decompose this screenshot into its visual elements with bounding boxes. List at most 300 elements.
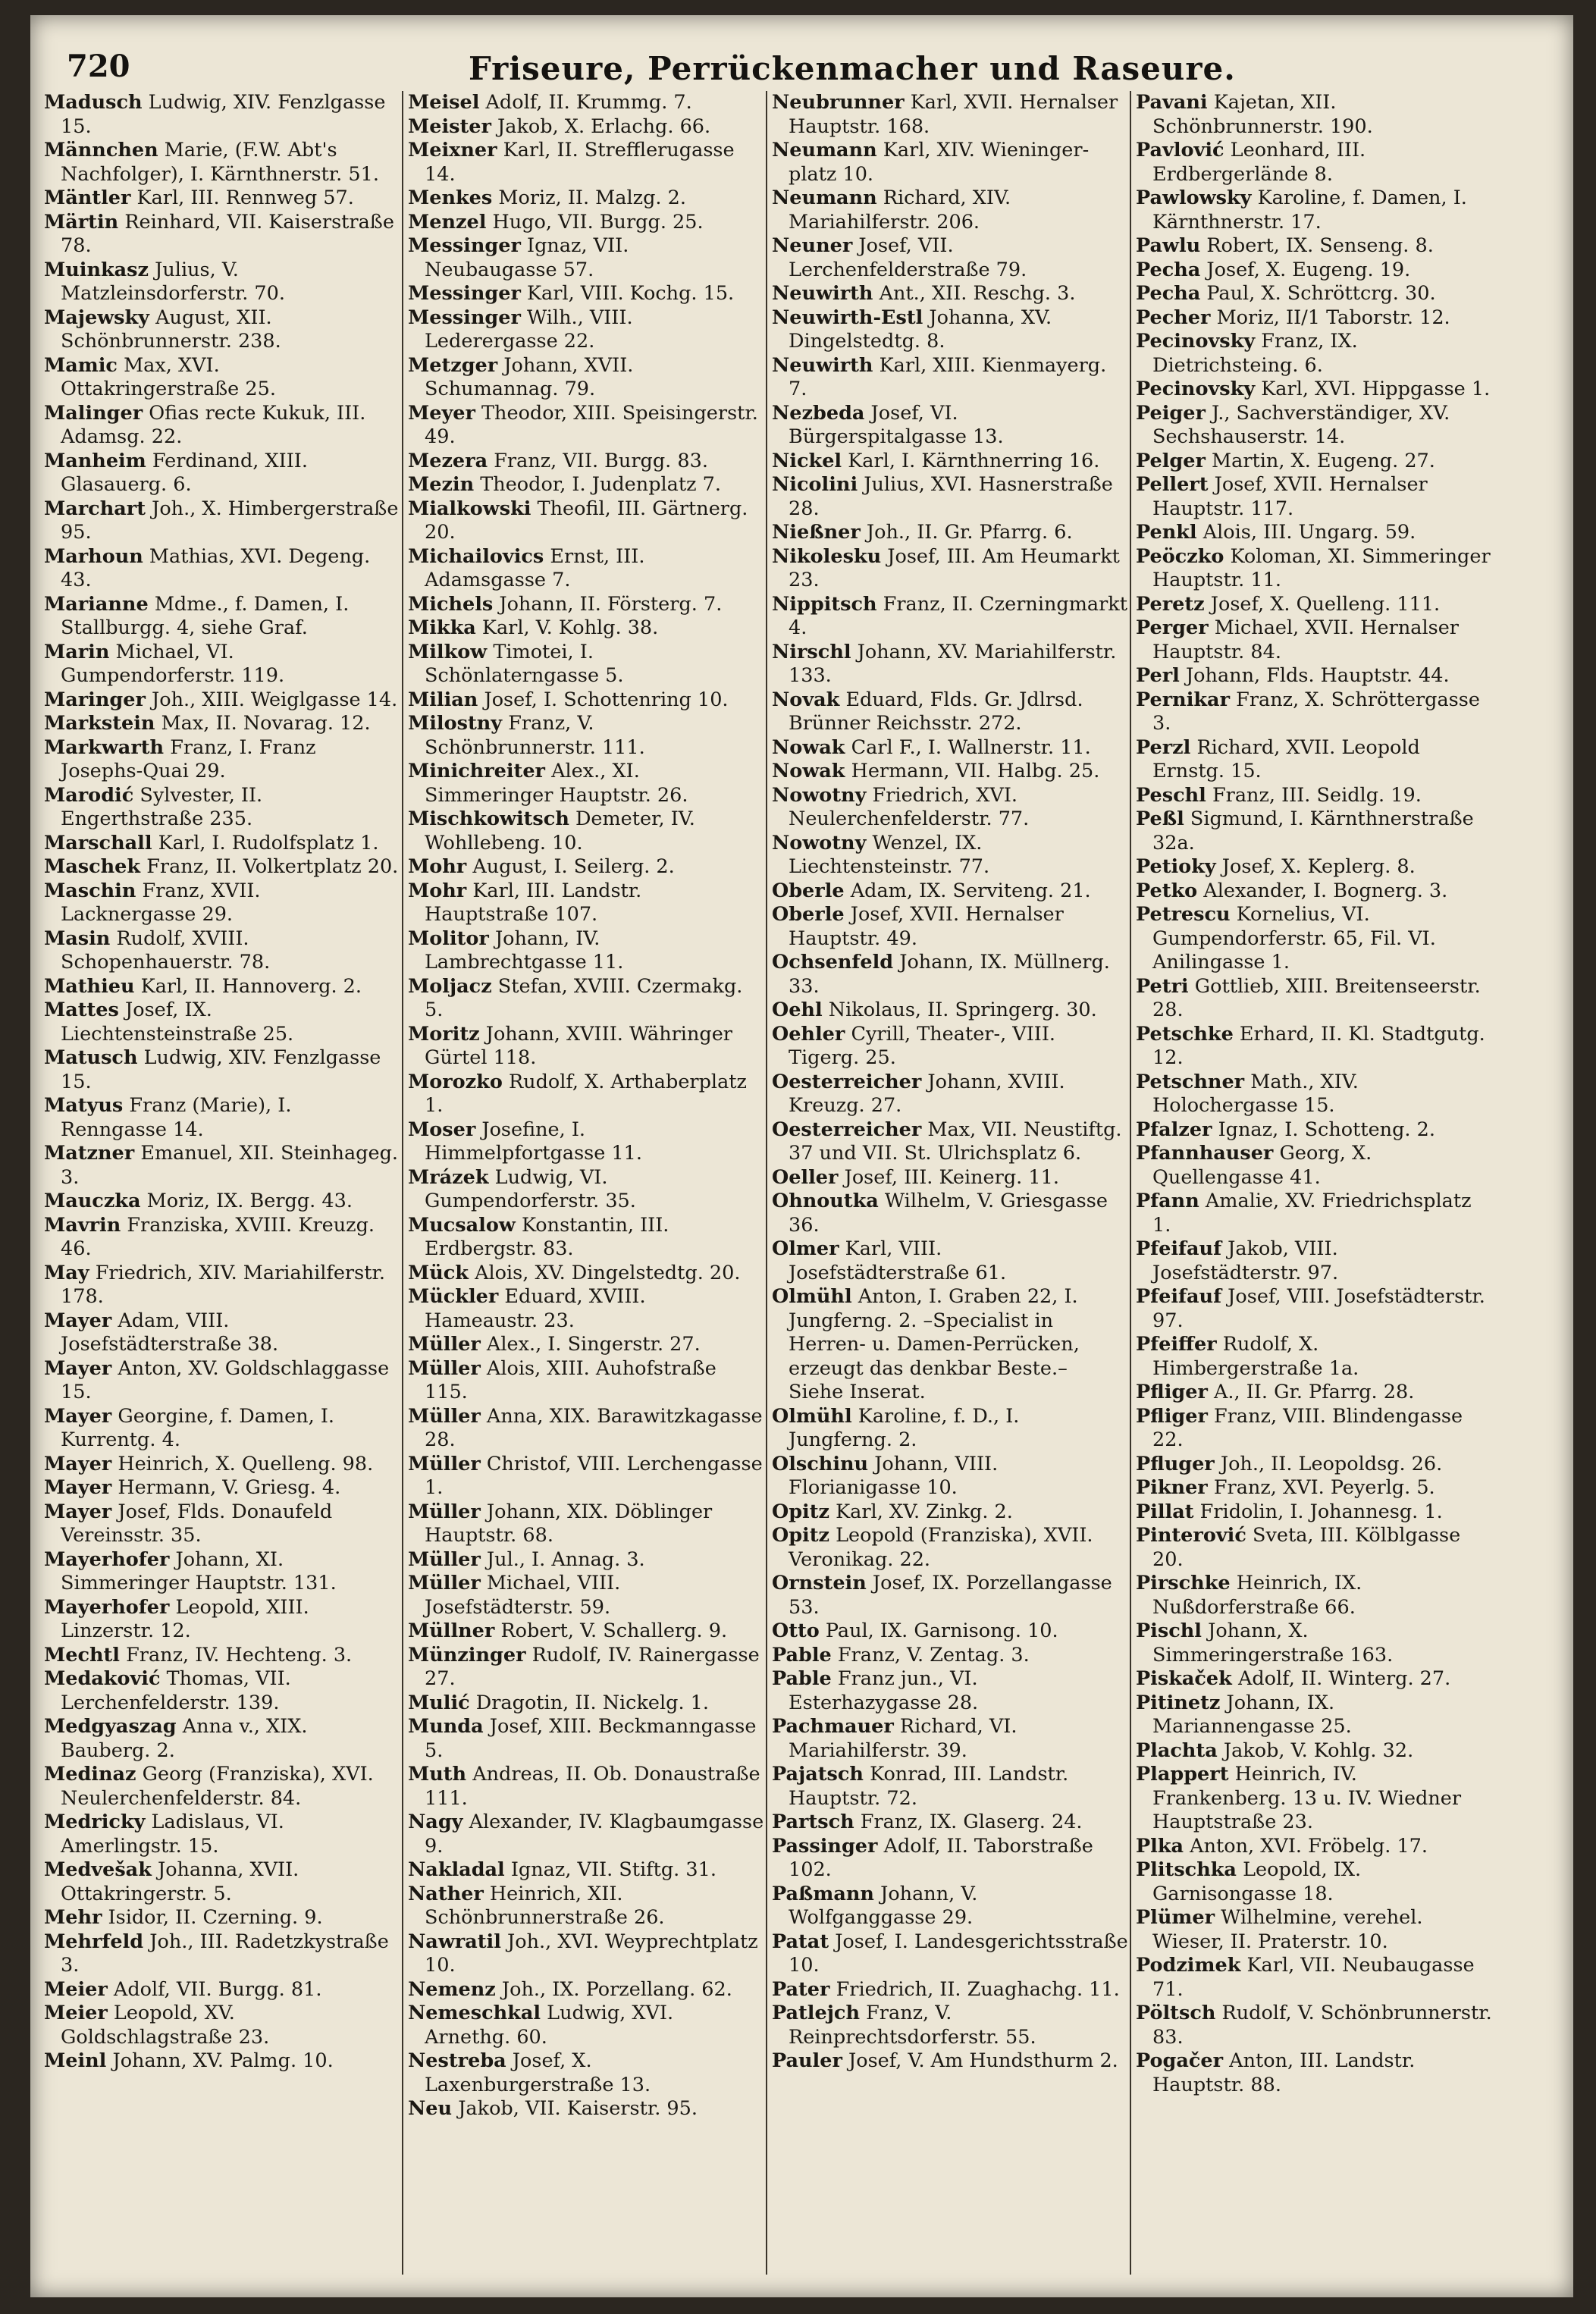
entry-details: Josef, X. Laxenburgerstraße 13. — [425, 2049, 651, 2096]
running-title: Friseure, Perrückenmacher und Raseure. — [469, 50, 1236, 87]
entry-surname: Plümer — [1136, 1906, 1215, 1929]
directory-entry — [44, 1715, 400, 1763]
directory-entry — [1136, 1285, 1492, 1333]
directory-entry — [772, 1405, 1128, 1453]
entry-surname: Pable — [772, 1667, 832, 1690]
entry-details: Karl, III. Landstr. Hauptstraße 107. — [425, 879, 642, 926]
directory-entry — [44, 975, 400, 999]
entry-surname: Pernikar — [1136, 688, 1231, 711]
entry-surname: Muth — [408, 1763, 467, 1786]
entry-details: Hugo, VII. Burgg. 25. — [492, 210, 704, 234]
directory-entry — [772, 784, 1128, 832]
directory-column-1 — [44, 91, 400, 2275]
entry-details: Michael, VIII. Josefstädterstr. 59. — [425, 1572, 621, 1619]
directory-entry — [44, 259, 400, 306]
entry-surname: Pecha — [1136, 282, 1201, 305]
entry-surname: Maschin — [44, 879, 136, 902]
directory-entry — [1136, 688, 1492, 736]
entry-details: Robert, IX. Senseng. 8. — [1206, 234, 1434, 257]
entry-details: Ludwig, XVI. Arnethg. 60. — [425, 2002, 674, 2049]
entry-details: Johann, XVII. Schumannag. 79. — [425, 353, 634, 400]
directory-entry — [44, 402, 400, 450]
entry-details: Rudolf, IV. Rainergasse 27. — [425, 1643, 760, 1690]
entry-surname: Meister — [408, 114, 491, 138]
directory-entry — [44, 545, 400, 593]
entry-details: Paul, IX. Garnisong. 10. — [825, 1619, 1058, 1642]
entry-details: Anton, XVI. Fröbelg. 17. — [1190, 1834, 1428, 1858]
entry-surname: Mück — [408, 1261, 469, 1284]
entry-details: Math., XIV. Holochergasse 15. — [1152, 1070, 1359, 1117]
entry-surname: Meisel — [408, 91, 480, 114]
entry-details: Ofias recte Kukuk, III. Adamsg. 22. — [61, 401, 366, 448]
entry-details: Karl, VIII. Kochg. 15. — [527, 282, 735, 305]
entry-surname: Pavani — [1136, 91, 1208, 114]
column-divider — [402, 91, 403, 2275]
directory-entry — [772, 1166, 1128, 1190]
directory-entry — [772, 1667, 1128, 1715]
directory-entry — [1136, 545, 1492, 593]
entry-surname: Moljacz — [408, 974, 492, 998]
directory-entry — [408, 2002, 764, 2049]
entry-surname: Masin — [44, 927, 111, 950]
directory-entry — [408, 1811, 764, 1858]
entry-surname: Nestreba — [408, 2049, 506, 2072]
entry-surname: Mohr — [408, 855, 467, 878]
entry-details: August, I. Seilerg. 2. — [472, 855, 675, 878]
entry-details: Franziska, XVIII. Kreuzg. 46. — [61, 1213, 375, 1260]
entry-details: Franz, V. Reinprechtsdorferstr. 55. — [789, 2002, 1036, 2049]
entry-details: Anton, XV. Goldschlaggasse 15. — [61, 1356, 390, 1403]
entry-surname: Meier — [44, 2002, 108, 2024]
directory-entry — [44, 1309, 400, 1357]
directory-entry — [408, 187, 764, 211]
directory-entry — [44, 139, 400, 187]
entry-details: Franz, X. Schröttergasse 3. — [1152, 688, 1480, 735]
entry-surname: Pecha — [1136, 258, 1201, 281]
entry-surname: Neuner — [772, 234, 853, 257]
directory-entry — [772, 1285, 1128, 1405]
entry-details: Leopold, XIII. Linzerstr. 12. — [61, 1595, 309, 1642]
entry-details: Theofil, III. Gärtnerg. 20. — [425, 497, 748, 544]
entry-surname: Pfalzer — [1136, 1118, 1212, 1141]
entry-surname: Pecinovsky — [1136, 330, 1256, 353]
entry-details: Theodor, XIII. Speisingerstr. 49. — [425, 401, 758, 448]
entry-details: Johann, IX. Müllnerg. 33. — [789, 951, 1110, 998]
directory-entry — [772, 1453, 1128, 1500]
entry-surname: Pfeifauf — [1136, 1237, 1222, 1260]
directory-entry — [1136, 306, 1492, 331]
directory-entry — [772, 760, 1128, 784]
entry-details: Ludwig, VI. Gumpendorferstr. 35. — [425, 1165, 636, 1212]
entry-surname: Mayerhofer — [44, 1595, 170, 1619]
directory-entry — [408, 760, 764, 807]
entry-surname: Mayer — [44, 1309, 112, 1332]
directory-entry — [408, 1548, 764, 1572]
directory-entry — [772, 1930, 1128, 1978]
directory-entry — [408, 1166, 764, 1214]
entry-details: Ignaz, VII. Stiftg. 31. — [510, 1858, 716, 1881]
entry-details: Kornelius, VI. Gumpendorferstr. 65, Fil. VI. Anilingasse 1. — [1152, 903, 1436, 974]
entry-details: Moriz, II/1 Taborstr. 12. — [1216, 306, 1450, 329]
directory-entry — [44, 1405, 400, 1453]
entry-surname: Pavlović — [1136, 139, 1224, 161]
entry-details: Amalie, XV. Friedrichsplatz 1. — [1152, 1190, 1472, 1237]
entry-surname: Podzimek — [1136, 1954, 1241, 1977]
entry-surname: Opitz — [772, 1500, 829, 1523]
entry-details: Ludwig, XIV. Fenzlgasse 15. — [61, 1046, 381, 1093]
directory-entry — [44, 1906, 400, 1930]
entry-details: Joh., X. Himbergerstraße 95. — [61, 497, 399, 544]
entry-surname: Pecinovsky — [1136, 378, 1256, 400]
entry-details: Karl, XVII. Hernalser Hauptstr. 168. — [789, 91, 1118, 138]
entry-surname: Pinterović — [1136, 1524, 1246, 1547]
directory-entry — [1136, 402, 1492, 450]
entry-details: Marie, (F.W. Abt's Nachfolger), I. Kärnthnerstr. 51. — [61, 139, 379, 186]
entry-details: Leopold, XV. Goldschlagstraße 23. — [61, 2002, 270, 2049]
entry-surname: Mauczka — [44, 1190, 141, 1212]
entry-surname: Mischkowitsch — [408, 807, 569, 830]
entry-details: Franz (Marie), I. Renngasse 14. — [61, 1094, 292, 1141]
entry-surname: Nickel — [772, 449, 842, 472]
directory-entry — [772, 402, 1128, 450]
entry-surname: Olschinu — [772, 1452, 869, 1475]
entry-details: Alois, III. Ungarg. 59. — [1202, 521, 1416, 544]
entry-details: Johann, V. Wolfganggasse 29. — [789, 1882, 978, 1929]
entry-details: Josef, IX. Porzellangasse 53. — [789, 1572, 1112, 1619]
entry-details: Heinrich, XII. Schönbrunnerstraße 26. — [425, 1882, 665, 1929]
directory-entry — [44, 306, 400, 354]
entry-details: Ignaz, I. Schotteng. 2. — [1218, 1118, 1435, 1141]
entry-surname: Nagy — [408, 1811, 463, 1833]
entry-details: Franz, IX. Glaserg. 24. — [860, 1811, 1083, 1833]
entry-surname: Mohr — [408, 879, 467, 902]
directory-entry — [44, 2049, 400, 2074]
directory-entry — [1136, 1118, 1492, 1143]
entry-surname: Müller — [408, 1356, 481, 1380]
entry-surname: Pachmauer — [772, 1715, 894, 1738]
directory-entry — [772, 1811, 1128, 1835]
directory-entry — [1136, 664, 1492, 688]
entry-surname: Neubrunner — [772, 91, 905, 114]
entry-surname: Passinger — [772, 1834, 878, 1858]
entry-details: Josef, V. Am Hundsthurm 2. — [848, 2049, 1118, 2072]
entry-details: Karoline, f. D., I. Jungferng. 2. — [789, 1404, 1020, 1451]
directory-entry — [772, 139, 1128, 187]
entry-surname: Munda — [408, 1715, 484, 1738]
directory-entry — [772, 736, 1128, 760]
entry-details: Anton, I. Graben 22, I. Jungferng. 2. –Specialist in Herren- u. Damen-Perrücken, erzeugt das denkbar Beste.– Siehe Inserat. — [789, 1285, 1080, 1403]
directory-entry — [44, 354, 400, 402]
entry-surname: Pfann — [1136, 1190, 1199, 1212]
directory-entry — [408, 282, 764, 306]
entry-details: Franz jun., VI. Esterhazygasse 28. — [789, 1667, 979, 1714]
entry-details: Eduard, XVIII. Hameaustr. 23. — [425, 1285, 646, 1332]
entry-surname: Pirschke — [1136, 1572, 1231, 1594]
entry-surname: Menzel — [408, 210, 487, 234]
entry-surname: Marin — [44, 640, 110, 663]
entry-details: Heinrich, IV. Frankenberg. 13 u. IV. Wiedner Hauptstraße 23. — [1152, 1763, 1462, 1833]
directory-entry — [772, 187, 1128, 234]
directory-entry — [772, 1118, 1128, 1166]
directory-entry — [44, 1142, 400, 1190]
directory-entry — [44, 1262, 400, 1309]
entry-surname: Nippitsch — [772, 592, 877, 616]
directory-entry — [772, 641, 1128, 688]
directory-entry — [1136, 1667, 1492, 1692]
entry-details: Johanna, XV. Dingelstedtg. 8. — [789, 306, 1052, 353]
directory-entry — [408, 593, 764, 617]
entry-surname: Perger — [1136, 616, 1209, 639]
directory-entry — [1136, 234, 1492, 259]
entry-details: Hermann, V. Griesg. 4. — [118, 1476, 341, 1499]
entry-details: Franz, VIII. Blindengasse 22. — [1152, 1404, 1463, 1451]
directory-entry — [44, 1763, 400, 1811]
entry-details: Josef, VI. Bürgerspitalgasse 13. — [789, 401, 1004, 448]
directory-entry — [772, 282, 1128, 306]
entry-surname: Nather — [408, 1882, 484, 1905]
directory-entry — [408, 1333, 764, 1357]
entry-details: Leopold, IX. Garnisongasse 18. — [1152, 1858, 1362, 1905]
entry-surname: Neu — [408, 2097, 453, 2120]
entry-details: Josef, XVII. Hernalser Hauptstr. 117. — [1152, 473, 1428, 520]
directory-entry — [408, 450, 764, 474]
entry-surname: Meinl — [44, 2049, 107, 2072]
entry-details: Hermann, VII. Halbg. 25. — [851, 760, 1100, 782]
directory-entry — [44, 1500, 400, 1548]
directory-entry — [1136, 880, 1492, 904]
entry-details: Johann, IV. Lambrechtgasse 11. — [425, 927, 624, 974]
entry-details: Johann, Flds. Hauptstr. 44. — [1185, 664, 1450, 687]
directory-entry — [44, 1046, 400, 1094]
entry-surname: Männchen — [44, 139, 158, 161]
page-number: 720 — [67, 49, 130, 84]
directory-entry — [772, 1190, 1128, 1237]
directory-entry — [772, 1237, 1128, 1285]
directory-entry — [772, 1715, 1128, 1763]
entry-surname: Meier — [44, 1977, 108, 2001]
entry-surname: Novak — [772, 688, 840, 711]
directory-entry — [772, 903, 1128, 951]
directory-entry — [772, 1524, 1128, 1572]
entry-details: Ignaz, VII. Neubaugasse 57. — [425, 234, 629, 281]
entry-details: Karl, XIII. Kienmayerg. 7. — [789, 353, 1107, 400]
directory-entry — [1136, 1381, 1492, 1405]
directory-entry — [1136, 903, 1492, 975]
directory-entry — [408, 641, 764, 688]
entry-details: Alois, XIII. Auhofstraße 115. — [425, 1356, 716, 1403]
directory-entry — [44, 855, 400, 880]
directory-entry — [408, 1692, 764, 1716]
entry-surname: Plka — [1136, 1834, 1184, 1858]
directory-entry — [408, 1715, 764, 1763]
entry-surname: Müller — [408, 1500, 481, 1523]
directory-entry — [44, 211, 400, 259]
entry-surname: Mayer — [44, 1500, 112, 1523]
directory-entry — [772, 306, 1128, 354]
entry-surname: Nowotny — [772, 783, 867, 807]
directory-entry — [408, 545, 764, 593]
entry-details: Thomas, VII. Lerchenfelderstr. 139. — [61, 1667, 291, 1714]
entry-details: Adolf, VII. Burgg. 81. — [113, 1977, 322, 2001]
directory-entry — [772, 1071, 1128, 1118]
directory-entry — [44, 712, 400, 736]
entry-surname: Mrázek — [408, 1165, 489, 1189]
entry-surname: Pfliger — [1136, 1381, 1208, 1403]
entry-details: Georg, X. Quellengasse 41. — [1152, 1142, 1372, 1189]
entry-details: Johann, VIII. Florianigasse 10. — [789, 1452, 999, 1499]
entry-details: Karoline, f. Damen, I. Kärnthnerstr. 17. — [1152, 187, 1467, 234]
directory-entry — [1136, 1142, 1492, 1190]
entry-surname: Meyer — [408, 401, 475, 425]
entry-surname: Penkl — [1136, 521, 1197, 544]
directory-entry — [408, 712, 764, 760]
directory-entry — [772, 1572, 1128, 1619]
directory-column-3 — [772, 91, 1128, 2275]
directory-entry — [772, 473, 1128, 521]
directory-entry — [408, 1858, 764, 1883]
directory-entry — [408, 1644, 764, 1692]
directory-entry — [408, 1572, 764, 1619]
entry-surname: Mialkowski — [408, 497, 531, 520]
entry-surname: Ohnoutka — [772, 1190, 879, 1212]
entry-surname: Mulić — [408, 1691, 470, 1714]
entry-details: Karl, XVI. Hippgasse 1. — [1261, 378, 1491, 400]
entry-surname: Mayer — [44, 1356, 112, 1380]
entry-surname: Petschner — [1136, 1070, 1245, 1093]
entry-details: Emanuel, XII. Steinhageg. 3. — [61, 1142, 398, 1189]
directory-entry — [772, 234, 1128, 282]
directory-entry — [408, 880, 764, 927]
directory-entry — [408, 975, 764, 1023]
entry-surname: Pelger — [1136, 449, 1206, 472]
entry-details: Rudolf, X. Arthaberplatz 1. — [425, 1070, 747, 1117]
entry-surname: Marianne — [44, 592, 149, 616]
entry-surname: Metzger — [408, 353, 498, 377]
directory-entry — [1136, 1476, 1492, 1500]
directory-entry — [44, 832, 400, 856]
directory-entry — [1136, 1333, 1492, 1381]
entry-surname: Opitz — [772, 1524, 829, 1547]
directory-entry — [44, 736, 400, 784]
entry-details: Ladislaus, VI. Amerlingstr. 15. — [61, 1811, 284, 1858]
directory-entry — [772, 91, 1128, 139]
entry-surname: Malinger — [44, 401, 143, 425]
entry-details: Isidor, II. Czerning. 9. — [108, 1906, 323, 1929]
entry-surname: Olmühl — [772, 1285, 852, 1308]
directory-entry — [408, 115, 764, 140]
directory-entry — [1136, 1572, 1492, 1619]
entry-details: Koloman, XI. Simmeringer Hauptstr. 11. — [1152, 544, 1491, 591]
entry-details: Max, XVI. Ottakringerstraße 25. — [61, 353, 276, 400]
page-header — [67, 49, 1543, 94]
directory-entry — [772, 688, 1128, 736]
entry-details: A., II. Gr. Pfarrg. 28. — [1214, 1381, 1415, 1403]
entry-surname: Mezin — [408, 473, 475, 496]
directory-entry — [44, 2002, 400, 2049]
entry-surname: Ornstein — [772, 1572, 867, 1594]
entry-surname: Pikner — [1136, 1476, 1208, 1499]
directory-entry — [1136, 855, 1492, 880]
entry-surname: Peiger — [1136, 401, 1206, 425]
entry-details: Rudolf, V. Schönbrunnerstr. 83. — [1152, 2002, 1492, 2049]
entry-surname: Müllner — [408, 1619, 495, 1642]
entry-details: Joh., III. Radetzkystraße 3. — [61, 1930, 389, 1977]
directory-entry — [408, 616, 764, 641]
entry-surname: Marhoun — [44, 544, 143, 568]
entry-details: Adolf, II. Winterg. 27. — [1237, 1667, 1451, 1690]
directory-entry — [1136, 521, 1492, 545]
directory-entry — [408, 211, 764, 235]
entry-details: Eduard, Flds. Gr. Jdlrsd. Brünner Reichsstr. 272. — [789, 688, 1083, 735]
entry-details: Wilh., VIII. Lederergasse 22. — [425, 306, 633, 353]
entry-surname: Madusch — [44, 91, 143, 114]
entry-details: Wenzel, IX. Liechtensteinstr. 77. — [789, 831, 990, 878]
entry-surname: Pischl — [1136, 1619, 1202, 1642]
entry-details: Georg (Franziska), XVI. Neulerchenfelderstr. 84. — [61, 1763, 374, 1810]
entry-details: Johann, XV. Palmg. 10. — [112, 2049, 334, 2072]
directory-entry — [44, 1476, 400, 1500]
directory-entry — [44, 880, 400, 927]
entry-details: Michael, XVII. Hernalser Hauptstr. 84. — [1152, 616, 1459, 663]
entry-surname: Pellert — [1136, 473, 1209, 496]
entry-details: Karl, VIII. Josefstädterstraße 61. — [789, 1237, 1007, 1284]
entry-details: Georgine, f. Damen, I. Kurrentg. 4. — [61, 1404, 335, 1451]
entry-details: Josef, X. Eugeng. 19. — [1206, 258, 1411, 281]
directory-entry — [408, 402, 764, 450]
entry-surname: Mäntler — [44, 187, 131, 209]
entry-details: Franz, VII. Burgg. 83. — [494, 449, 708, 472]
entry-details: Johann, XVIII. Kreuzg. 27. — [789, 1070, 1065, 1117]
directory-entry — [44, 1453, 400, 1477]
entry-details: Alois, XV. Dingelstedtg. 20. — [475, 1261, 741, 1284]
entry-surname: Muinkasz — [44, 258, 149, 281]
entry-details: Ant., XII. Reschg. 3. — [879, 282, 1076, 305]
entry-details: Ferdinand, XIII. Glasauerg. 6. — [61, 449, 308, 496]
entry-details: Josef, XIII. Beckmanngasse 5. — [425, 1715, 757, 1762]
directory-entry — [408, 1619, 764, 1644]
directory-entry — [1136, 187, 1492, 234]
entry-surname: Moritz — [408, 1022, 480, 1046]
entry-details: Andreas, II. Ob. Donaustraße 111. — [425, 1763, 760, 1810]
entry-surname: Nezbeda — [772, 401, 865, 425]
directory-entry — [408, 927, 764, 975]
entry-surname: Mechtl — [44, 1643, 120, 1667]
entry-details: Christof, VIII. Lerchengasse 1. — [425, 1452, 763, 1499]
directory-entry — [408, 473, 764, 497]
entry-details: Karl, XIV. Wieningerplatz 10. — [789, 139, 1090, 186]
directory-entry — [772, 1619, 1128, 1644]
entry-details: Franz, III. Seidlg. 19. — [1212, 783, 1422, 807]
entry-details: Johann, XIX. Döblinger Hauptstr. 68. — [425, 1500, 713, 1547]
directory-entry — [408, 1071, 764, 1118]
directory-entry — [44, 1644, 400, 1668]
entry-details: Josef, III. Am Heumarkt 23. — [789, 544, 1120, 591]
entry-surname: Markwarth — [44, 735, 165, 759]
entry-details: Fridolin, I. Johannesg. 1. — [1199, 1500, 1443, 1523]
entry-details: Karl, II. Hannoverg. 2. — [140, 974, 362, 998]
directory-entry — [44, 1214, 400, 1262]
entry-details: Robert, V. Schallerg. 9. — [500, 1619, 728, 1642]
entry-details: Adolf, II. Taborstraße 102. — [789, 1834, 1093, 1881]
entry-surname: Pfeiffer — [1136, 1333, 1217, 1356]
entry-details: Moriz, II. Malzg. 2. — [498, 187, 686, 209]
entry-details: Joh., II. Gr. Pfarrg. 6. — [866, 521, 1073, 544]
entry-surname: Mavrin — [44, 1213, 121, 1237]
directory-entry — [408, 688, 764, 713]
entry-surname: Patat — [772, 1930, 829, 1953]
entry-surname: Plachta — [1136, 1739, 1218, 1762]
entry-surname: Petri — [1136, 974, 1189, 998]
